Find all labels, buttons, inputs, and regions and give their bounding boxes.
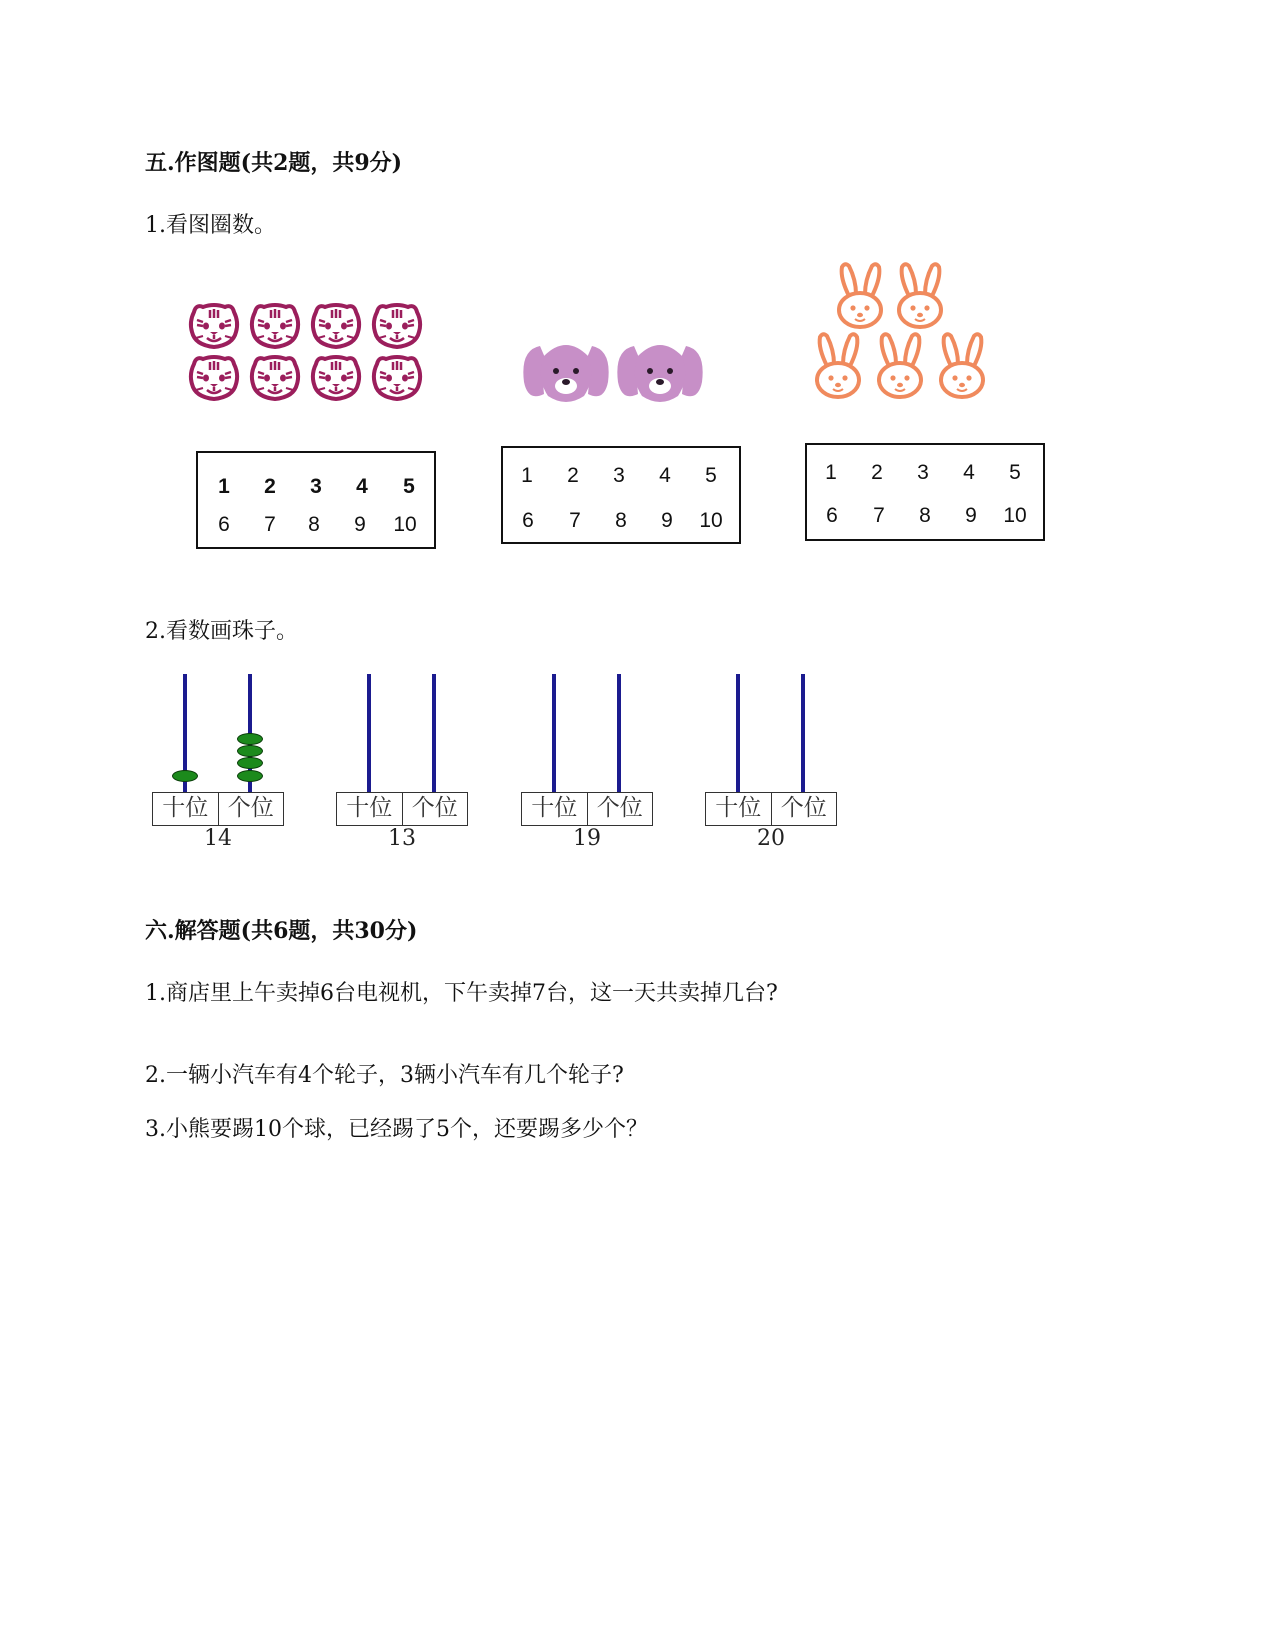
number-option[interactable]: 5 xyxy=(705,464,717,487)
tens-rod xyxy=(367,674,371,792)
number-box-bunnies xyxy=(805,443,1045,541)
tens-label: 十位 xyxy=(162,795,209,821)
tens-bead xyxy=(172,770,198,782)
ones-label: 个位 xyxy=(402,793,468,825)
ones-bead xyxy=(237,733,263,745)
number-option[interactable]: 7 xyxy=(569,509,581,532)
number-option[interactable]: 1 xyxy=(218,475,230,498)
ones-bead xyxy=(237,745,263,757)
section-5-title: 五.作图题(共2题，共9分) xyxy=(145,150,403,176)
ones-rod xyxy=(801,674,805,792)
place-value-labels xyxy=(521,792,653,826)
place-value-labels xyxy=(705,792,837,826)
puppies-picture xyxy=(520,334,710,406)
number-option[interactable]: 1 xyxy=(825,461,837,484)
number-option[interactable]: 7 xyxy=(264,513,276,536)
tens-rod xyxy=(736,674,740,792)
number-option[interactable]: 6 xyxy=(218,513,230,536)
number-option[interactable]: 10 xyxy=(393,513,417,536)
ones-rod xyxy=(432,674,436,792)
ones-bead xyxy=(237,757,263,769)
ones-rod xyxy=(617,674,621,792)
ones-label: 个位 xyxy=(587,793,653,825)
question-6-2-text: 2.一辆小汽车有4个轮子，3辆小汽车有几个轮子? xyxy=(145,1063,624,1088)
number-option[interactable]: 5 xyxy=(403,475,415,498)
number-option[interactable]: 3 xyxy=(917,461,929,484)
number-option[interactable]: 8 xyxy=(308,513,320,536)
number-option[interactable]: 6 xyxy=(522,509,534,532)
number-option[interactable]: 2 xyxy=(871,461,883,484)
number-option[interactable]: 2 xyxy=(567,464,579,487)
number-box-tigers xyxy=(196,451,436,549)
number-option[interactable]: 9 xyxy=(965,504,977,527)
tens-label: 十位 xyxy=(715,795,762,821)
abacus-20[interactable] xyxy=(705,674,837,854)
number-option[interactable]: 8 xyxy=(615,509,627,532)
number-option[interactable]: 4 xyxy=(356,475,368,498)
number-option[interactable]: 6 xyxy=(826,504,838,527)
number-box-puppies xyxy=(501,446,741,544)
section-6-title: 六.解答题(共6题，共30分) xyxy=(145,918,418,944)
abacus-number: 14 xyxy=(204,826,232,851)
tens-label: 十位 xyxy=(531,795,578,821)
number-option[interactable]: 7 xyxy=(873,504,885,527)
tens-rod xyxy=(552,674,556,792)
abacus-number: 19 xyxy=(573,826,601,851)
place-value-labels xyxy=(336,792,468,826)
bunnies-picture xyxy=(810,262,1000,404)
number-option[interactable]: 1 xyxy=(521,464,533,487)
place-value-labels xyxy=(152,792,284,826)
number-option[interactable]: 4 xyxy=(963,461,975,484)
number-option[interactable]: 9 xyxy=(354,513,366,536)
abacus-19[interactable] xyxy=(521,674,653,854)
number-option[interactable]: 3 xyxy=(310,475,322,498)
number-option[interactable]: 3 xyxy=(613,464,625,487)
question-5-2-text: 2.看数画珠子。 xyxy=(145,619,298,644)
question-5-1-text: 1.看图圈数。 xyxy=(145,213,276,238)
question-6-1-text: 1.商店里上午卖掉6台电视机，下午卖掉7台，这一天共卖掉几台? xyxy=(145,981,778,1006)
number-option[interactable]: 2 xyxy=(264,475,276,498)
question-6-3-text: 3.小熊要踢10个球，已经踢了5个，还要踢多少个？ xyxy=(145,1117,648,1142)
tigers-picture xyxy=(186,298,432,406)
abacus-number: 13 xyxy=(388,826,416,851)
number-option[interactable]: 10 xyxy=(699,509,723,532)
tens-label: 十位 xyxy=(346,795,393,821)
ones-label: 个位 xyxy=(771,793,837,825)
number-option[interactable]: 4 xyxy=(659,464,671,487)
ones-label: 个位 xyxy=(218,793,284,825)
abacus-14 xyxy=(152,674,284,854)
ones-bead xyxy=(237,770,263,782)
number-option[interactable]: 8 xyxy=(919,504,931,527)
number-option[interactable]: 10 xyxy=(1003,504,1027,527)
abacus-number: 20 xyxy=(757,826,785,851)
number-option[interactable]: 5 xyxy=(1009,461,1021,484)
abacus-13[interactable] xyxy=(336,674,468,854)
number-option[interactable]: 9 xyxy=(661,509,673,532)
